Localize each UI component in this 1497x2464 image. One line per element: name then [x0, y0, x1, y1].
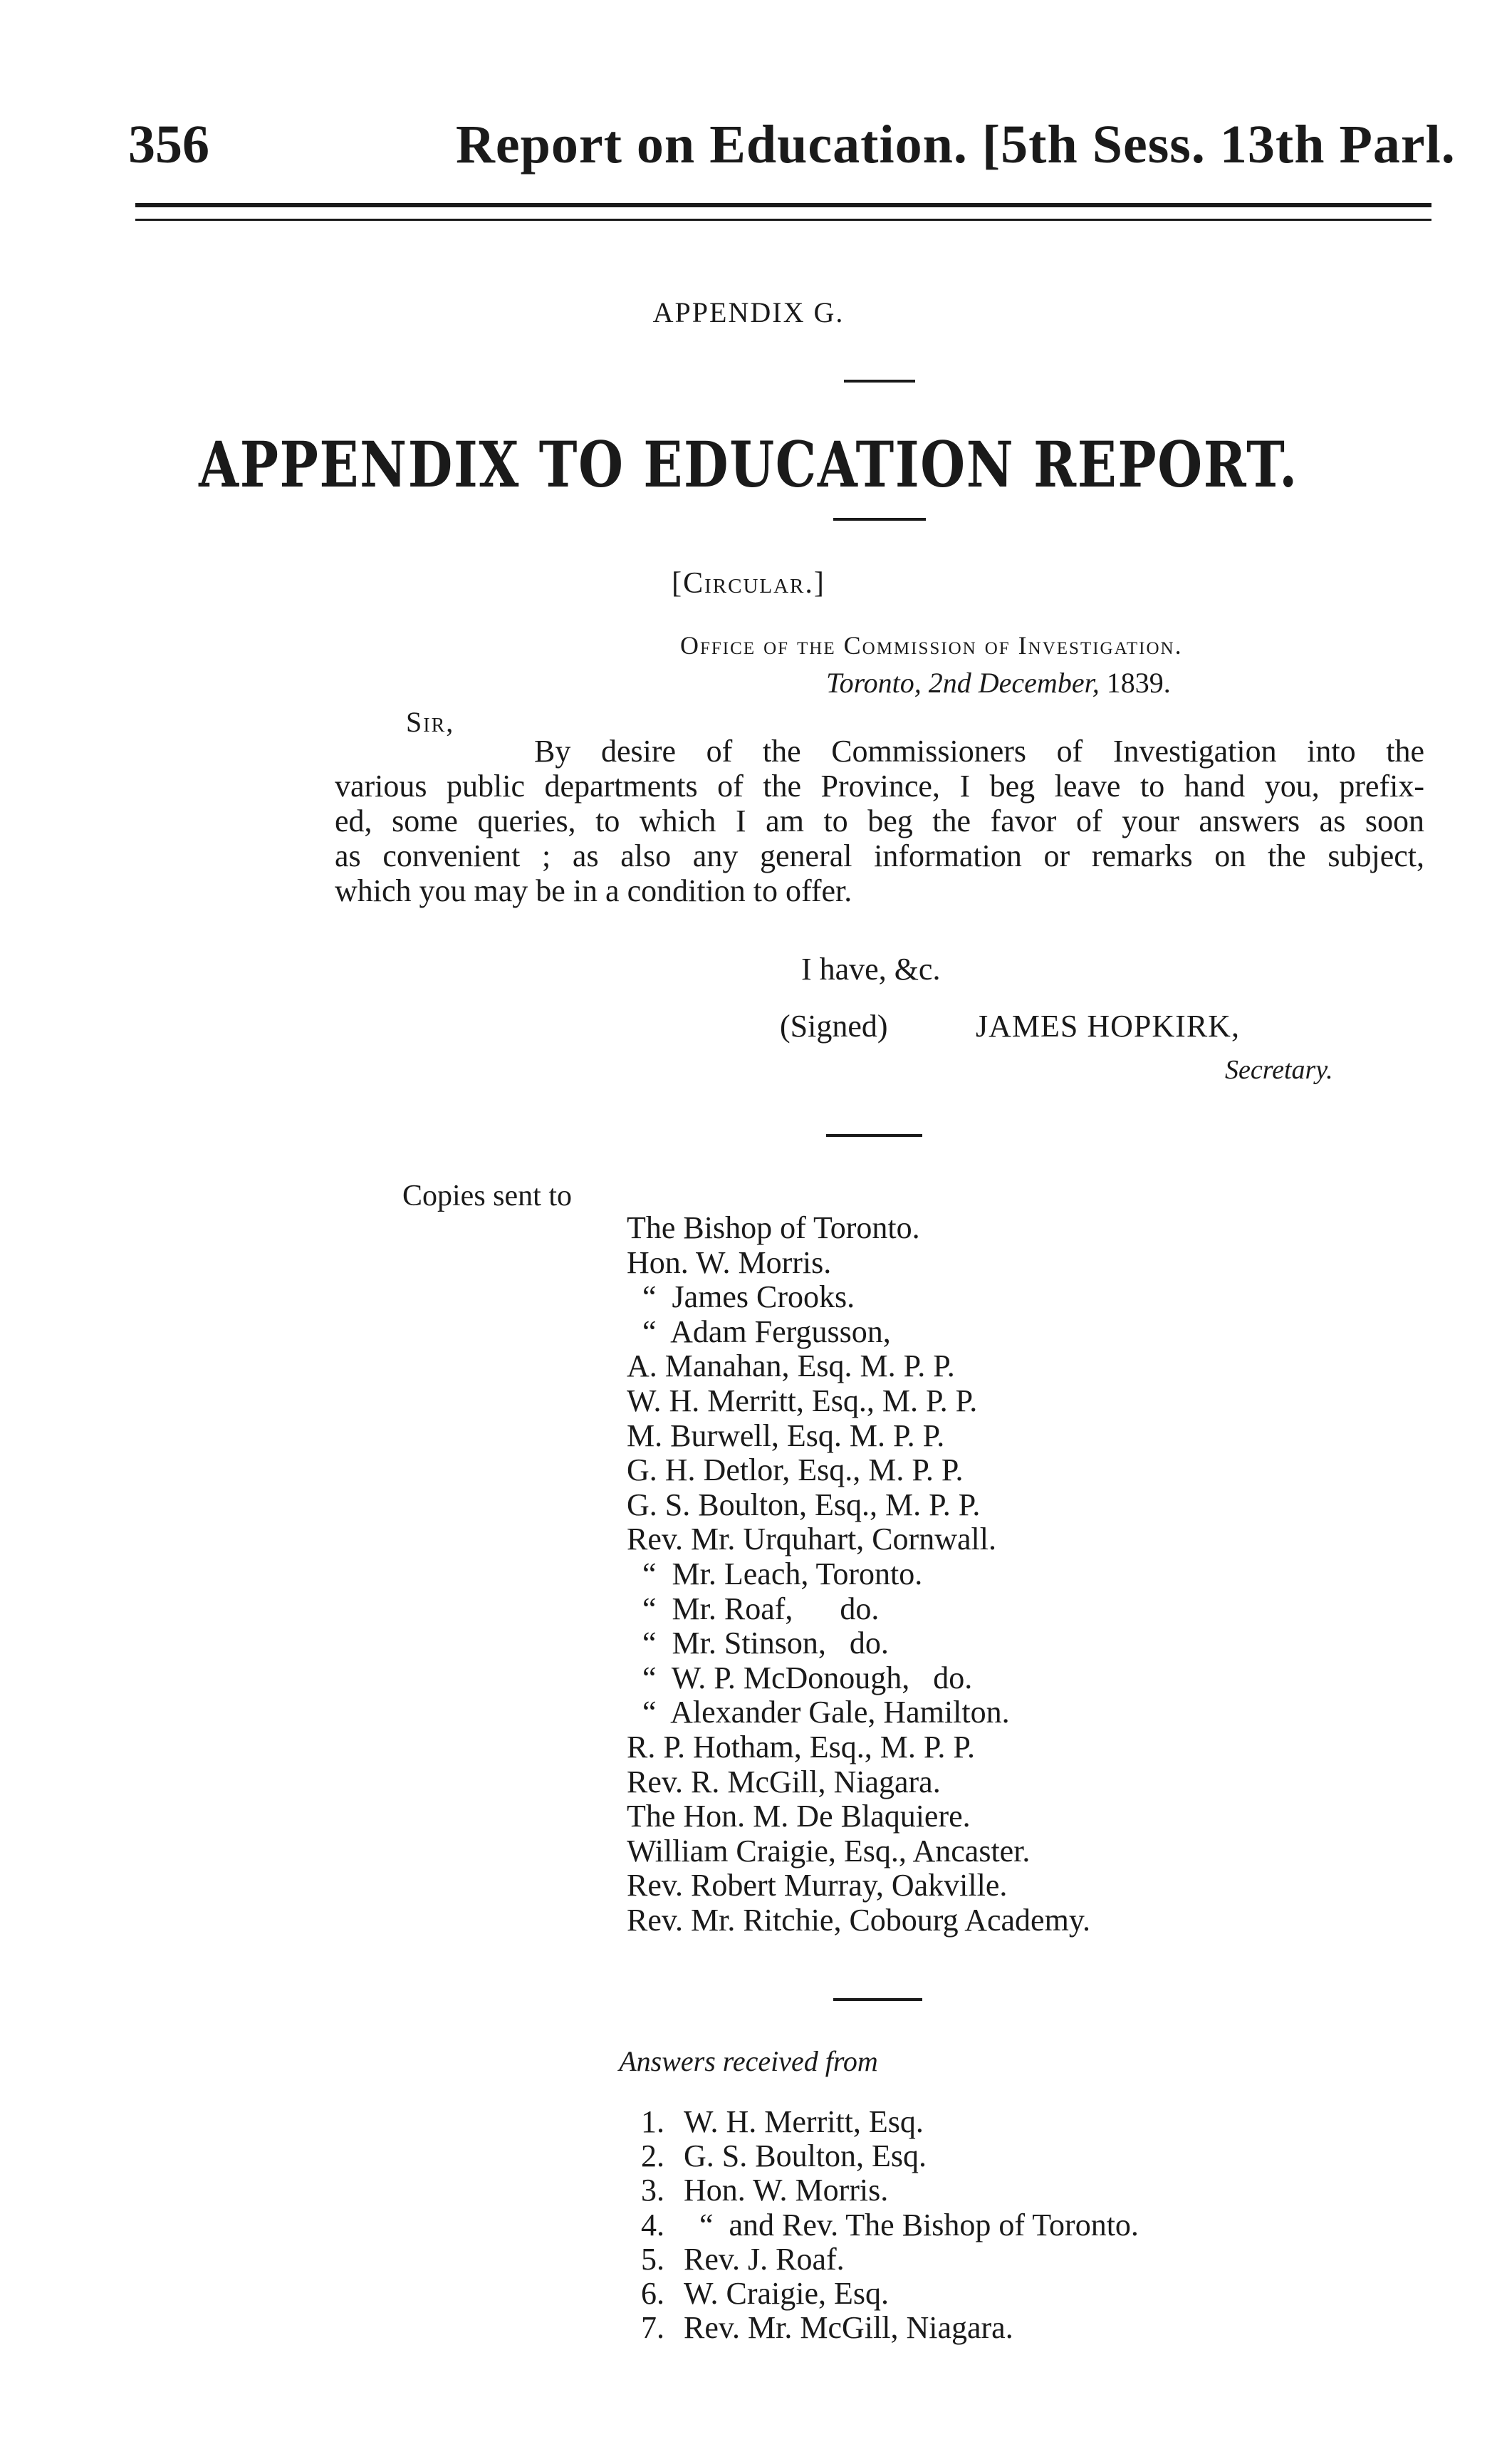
answers-heading: Answers received from	[619, 2045, 878, 2077]
item-number: 7.	[641, 2310, 664, 2346]
date-year: 1839.	[1106, 667, 1171, 699]
page-number: 356	[128, 115, 209, 175]
divider-rule	[844, 380, 915, 383]
list-item: Rev. R. McGill, Niagara.	[627, 1764, 941, 1799]
body-line: By desire of the Commissioners of Investigation into the	[534, 734, 1424, 769]
copies-list	[627, 1211, 1090, 1938]
item-text: Rev. J. Roaf.	[684, 2241, 845, 2277]
list-item	[641, 2173, 1139, 2208]
body-line: ed, some queries, to which I am to beg the favor of your answers as soon	[335, 804, 1424, 838]
page-title: APPENDIX TO EDUCATION REPORT.	[199, 427, 1298, 501]
list-item	[641, 2139, 1139, 2173]
list-item: The Bishop of Toronto.	[627, 1210, 920, 1245]
list-item: “ Mr. Leach, Toronto.	[627, 1556, 923, 1591]
date-place: Toronto,	[826, 667, 922, 699]
appendix-label: APPENDIX G.	[652, 296, 845, 328]
list-item: Rev. Robert Murray, Oakville.	[627, 1868, 1008, 1903]
list-item: “ Mr. Roaf, do.	[627, 1591, 880, 1626]
letter-closing: I have, &c.	[801, 952, 941, 987]
signer-title: Secretary.	[1225, 1055, 1333, 1085]
list-item: M. Burwell, Esq. M. P. P.	[627, 1418, 945, 1453]
list-item: A. Manahan, Esq. M. P. P.	[627, 1348, 955, 1384]
body-line: which you may be in a condition to offer.	[335, 873, 852, 908]
item-text: “ and Rev. The Bishop of Toronto.	[684, 2207, 1139, 2242]
body-line: as convenient ; as also any general information or remarks on the subject,	[335, 838, 1424, 873]
list-item: “ Mr. Stinson, do.	[627, 1626, 889, 1661]
list-item: R. P. Hotham, Esq., M. P. P.	[627, 1729, 976, 1764]
list-item	[641, 2311, 1139, 2345]
item-text: G. S. Boulton, Esq.	[684, 2138, 927, 2174]
list-item: G. S. Boulton, Esq., M. P. P.	[627, 1487, 981, 1522]
item-number: 6.	[641, 2276, 664, 2312]
item-number: 1.	[641, 2104, 664, 2139]
list-item	[641, 2277, 1139, 2311]
item-number: 5.	[641, 2241, 664, 2277]
divider-rule	[833, 518, 926, 521]
item-number: 4.	[641, 2207, 664, 2242]
list-item: G. H. Detlor, Esq., M. P. P.	[627, 1452, 964, 1488]
item-number: 2.	[641, 2138, 664, 2174]
letter-body	[335, 734, 1424, 908]
list-item: “ W. P. McDonough, do.	[627, 1660, 973, 1695]
list-item	[641, 2242, 1139, 2277]
list-item: The Hon. M. De Blaquiere.	[627, 1799, 971, 1834]
salutation: Sir,	[406, 706, 455, 738]
list-item: William Craigie, Esq., Ancaster.	[627, 1833, 1031, 1868]
signed-label: (Signed)	[780, 1009, 888, 1044]
body-line: various public departments of the Province, I beg leave to hand you, prefix-	[335, 769, 1424, 804]
running-title: Report on Education. [5th Sess. 13th Parl.	[456, 115, 1456, 175]
list-item: “ James Crooks.	[627, 1279, 855, 1315]
letter-dateline	[826, 666, 1171, 700]
item-text: Hon. W. Morris.	[684, 2173, 889, 2208]
copies-label: Copies sent to	[402, 1180, 572, 1212]
list-item: Rev. Mr. Ritchie, Cobourg Academy.	[627, 1902, 1090, 1938]
item-text: W. H. Merritt, Esq.	[684, 2104, 924, 2139]
item-number: 3.	[641, 2173, 664, 2208]
list-item: “ Alexander Gale, Hamilton.	[627, 1695, 1010, 1730]
list-item: Rev. Mr. Urquhart, Cornwall.	[627, 1522, 996, 1557]
date-day: 2nd December,	[928, 667, 1100, 699]
list-item	[641, 2105, 1139, 2139]
divider-rule	[833, 1998, 922, 2001]
letter-office: Office of the Commission of Investigation.	[680, 631, 1183, 660]
list-item	[641, 2208, 1139, 2242]
list-item: Hon. W. Morris.	[627, 1244, 832, 1280]
signer-name: JAMES HOPKIRK,	[976, 1009, 1240, 1044]
item-text: Rev. Mr. McGill, Niagara.	[684, 2310, 1013, 2346]
divider-rule	[826, 1134, 922, 1137]
answers-list	[641, 2105, 1139, 2345]
item-text: W. Craigie, Esq.	[684, 2276, 889, 2312]
circular-label: [Circular.]	[672, 567, 825, 600]
list-item: W. H. Merritt, Esq., M. P. P.	[627, 1383, 978, 1418]
header-rule	[135, 203, 1431, 221]
list-item: “ Adam Fergusson,	[627, 1314, 891, 1349]
